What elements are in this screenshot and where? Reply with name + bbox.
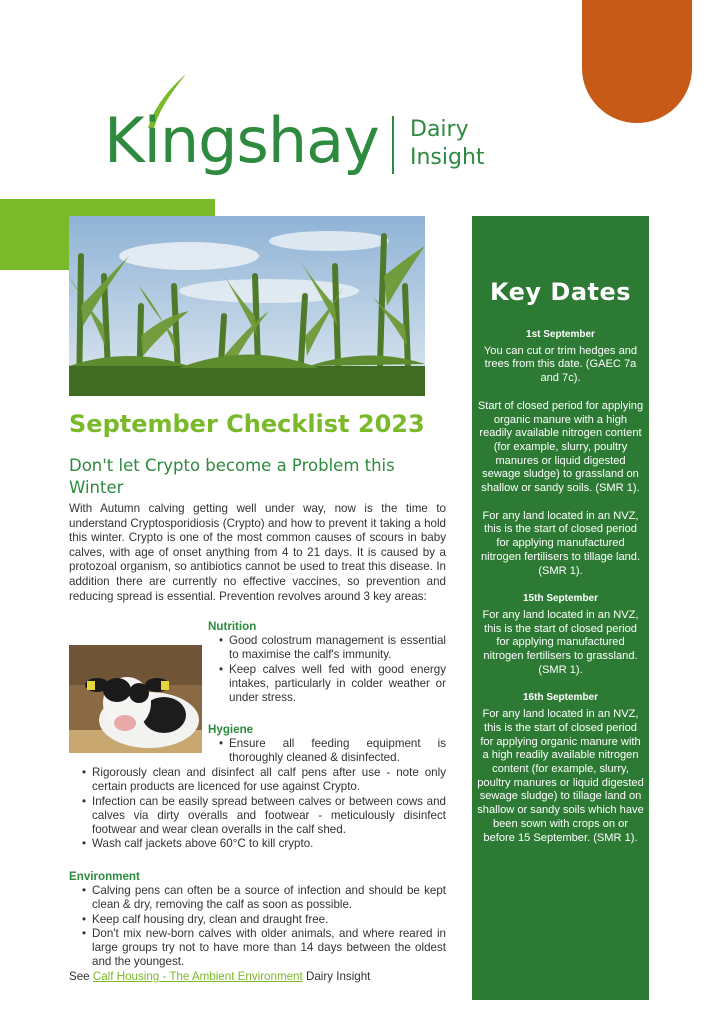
logo-wordmark: Kingshay <box>104 104 379 177</box>
maize-field-photo <box>69 216 425 396</box>
page-title: September Checklist 2023 <box>69 410 425 438</box>
see-suffix: Dairy Insight <box>302 970 371 983</box>
see-prefix: See <box>69 970 93 983</box>
list-item: • Don't mix new-born calves with older animals, and where reared in large groups try not to have more than 14 days between the oldest and the youngest. <box>83 927 446 970</box>
date-paragraph: Start of closed period for applying organic manure with a high readily available nitrogen content (for example, slurry, poultry manures or liquid digested sewage sludge) to grassland on shallow or sandy soils. (SMR 1). <box>477 399 644 495</box>
list-item: • Wash calf jackets above 60°C to kill crypto. <box>83 837 446 851</box>
list-item: • Keep calf housing dry, clean and draught free. <box>83 913 446 927</box>
list-item: • Rigorously clean and disinfect all calf pens after use - note only certain products are licenced for use against Crypto. <box>83 766 446 795</box>
environment-list <box>71 884 446 970</box>
logo-sub-line2: Insight <box>410 145 485 170</box>
kingshay-logo <box>100 70 520 200</box>
list-item: • Infection can be easily spread between calves or between cows and calves via dirty overalls and footwear - meticulously disinfect footwear and wear clean overalls in the calf shed. <box>83 795 446 838</box>
intro-paragraph: With Autumn calving getting well under way, now is the time to understand Cryptosporidiosis (Crypto) and how to prevent it taking a hold this winter. Crypto is one of the most common causes of scours in baby calves, with age of onset anything from 4 to 21 days. It is caused by a protozoal organism, so antibiotics cannot be used to treat this disease. In addition there are currently no effective vaccines, so prevention and reducing spread is essential. Prevention revolves around 3 key areas: <box>69 502 446 603</box>
date-paragraph: For any land located in an NVZ, this is the start of closed period for applying manufactured nitrogen fertilisers to grassland. (SMR 1). <box>482 608 639 676</box>
hygiene-list <box>71 766 446 852</box>
article-subtitle: Don't let Crypto become a Problem this Winter <box>69 456 395 497</box>
date-heading: 16th September <box>522 692 599 704</box>
logo-subtitle <box>410 116 485 172</box>
nutrition-list <box>208 634 446 705</box>
hygiene-list-top <box>208 737 446 766</box>
list-item: • Keep calves well fed with good energy intakes, particularly in colder weather or under stress. <box>220 663 446 706</box>
key-dates-body <box>472 328 649 845</box>
logo-divider <box>392 116 394 174</box>
orange-corner-tab <box>582 0 692 123</box>
key-dates-title: Key Dates <box>489 278 632 306</box>
nutrition-heading: Nutrition <box>208 620 257 633</box>
list-item: • Good colostrum management is essential to maximise the calf's immunity. <box>220 634 446 663</box>
date-heading: 15th September <box>522 593 599 605</box>
key-dates-sidebar <box>472 216 649 1000</box>
date-paragraph: For any land located in an NVZ, this is the start of closed period for applying organic manure with a high readily available nitrogen content (for example, slurry, poultry manures or liquid digested sewage sludge) to tillage land on shallow or sandy soils which have been sown with crops on or before 15 September. (SMR 1). <box>477 708 644 844</box>
see-also-line <box>69 970 370 983</box>
hygiene-heading: Hygiene <box>208 723 254 736</box>
date-paragraph: For any land located in an NVZ, this is the start of closed period for applying manufactured nitrogen fertilisers to tillage land. (SMR 1). <box>480 509 641 577</box>
list-item: • Ensure all feeding equipment is thoroughly cleaned & disinfected. <box>220 737 446 766</box>
list-item: • Calving pens can often be a source of infection and should be kept clean & dry, removing the calf as soon as possible. <box>83 884 446 913</box>
environment-heading: Environment <box>69 870 140 883</box>
date-paragraph: You can cut or trim hedges and trees from this date. (GAEC 7a and 7c). <box>483 344 638 385</box>
date-heading: 1st September <box>526 329 595 340</box>
calf-photo <box>69 645 202 753</box>
logo-sub-line1: Dairy <box>410 117 469 142</box>
calf-housing-link[interactable]: Calf Housing - The Ambient Environment <box>92 970 303 983</box>
